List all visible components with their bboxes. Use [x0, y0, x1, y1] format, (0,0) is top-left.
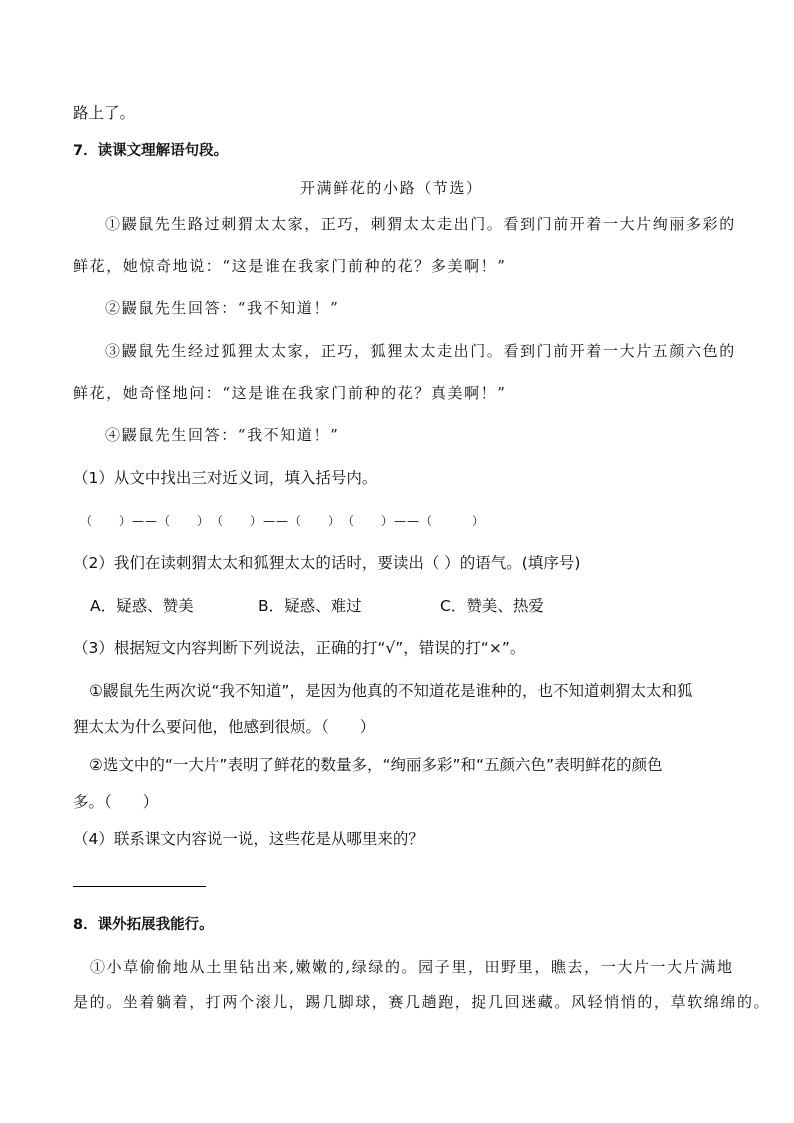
question-7-title: 7．读课文理解语句段。: [73, 143, 229, 159]
sub-question-2: （2）我们在读刺猬太太和狐狸太太的话时，要读出（ ）的语气。(填序号): [73, 554, 581, 572]
passage-paragraph-2: ②鼹鼠先生回答：“我不知道！”: [105, 299, 340, 317]
sub-question-3: （3）根据短文内容判断下列说法，正确的打“√”，错误的打“×”。: [73, 639, 526, 657]
sub-question-1: （1）从文中找出三对近义词，填入括号内。: [73, 469, 378, 487]
judge-statement-2-line-2: 多。（ ）: [73, 793, 159, 811]
judge-statement-1-line-2: 狸太太为什么要问他，他感到很烦。（ ）: [73, 718, 376, 736]
passage-paragraph-1-line-2: 鲜花，她惊奇地说：“这是谁在我家门前种的花？多美啊！”: [73, 257, 507, 275]
synonym-blanks: （ ）——（ ） （ ）——（ ） （ ）——（ ）: [80, 514, 486, 528]
passage-paragraph-3-line-1: ③鼹鼠先生经过狐狸太太家，正巧，狐狸太太走出门。看到门前开着一大片五颜六色的: [105, 342, 736, 360]
question-8-title: 8．课外拓展我能行。: [73, 917, 214, 933]
judge-statement-1-line-1: ①鼹鼠先生两次说“我不知道”，是因为他真的不知道花是谁种的，也不知道刺猬太太和狐: [89, 682, 693, 700]
passage-paragraph-3-line-2: 鲜花，她奇怪地问：“这是谁在我家门前种的花？真美啊！”: [73, 384, 507, 402]
extension-paragraph-1-line-1: ①小草偷偷地从土里钻出来,嫩嫩的,绿绿的。园子里，田野里，瞧去，一大片一大片满地: [90, 958, 734, 976]
passage-paragraph-4: ④鼹鼠先生回答：“我不知道！”: [105, 426, 340, 444]
continued-text-line: 路上了。: [73, 104, 136, 122]
sub-question-4: （4）联系课文内容说一说，这些花是从哪里来的？: [73, 830, 424, 848]
extension-paragraph-1-line-2: 是的。坐着躺着，打两个滚儿，踢几脚球，赛几趟跑，捉几回迷藏。风轻悄悄的，草软绵绵的。: [73, 993, 771, 1011]
passage-paragraph-1-line-1: ①鼹鼠先生路过刺猬太太家，正巧，刺猬太太走出门。看到门前开着一大片绚丽多彩的: [105, 215, 736, 233]
option-b: B．疑惑、难过: [258, 597, 362, 615]
passage-title: 开满鲜花的小路（节选）: [300, 179, 483, 197]
judge-statement-2-line-1: ②选文中的“一大片”表明了鲜花的数量多，“绚丽多彩”和“五颜六色”表明鲜花的颜色: [89, 756, 663, 774]
option-a: A．疑惑、赞美: [90, 597, 194, 615]
option-c: C．赞美、热爱: [440, 597, 544, 615]
answer-line: [73, 886, 206, 887]
